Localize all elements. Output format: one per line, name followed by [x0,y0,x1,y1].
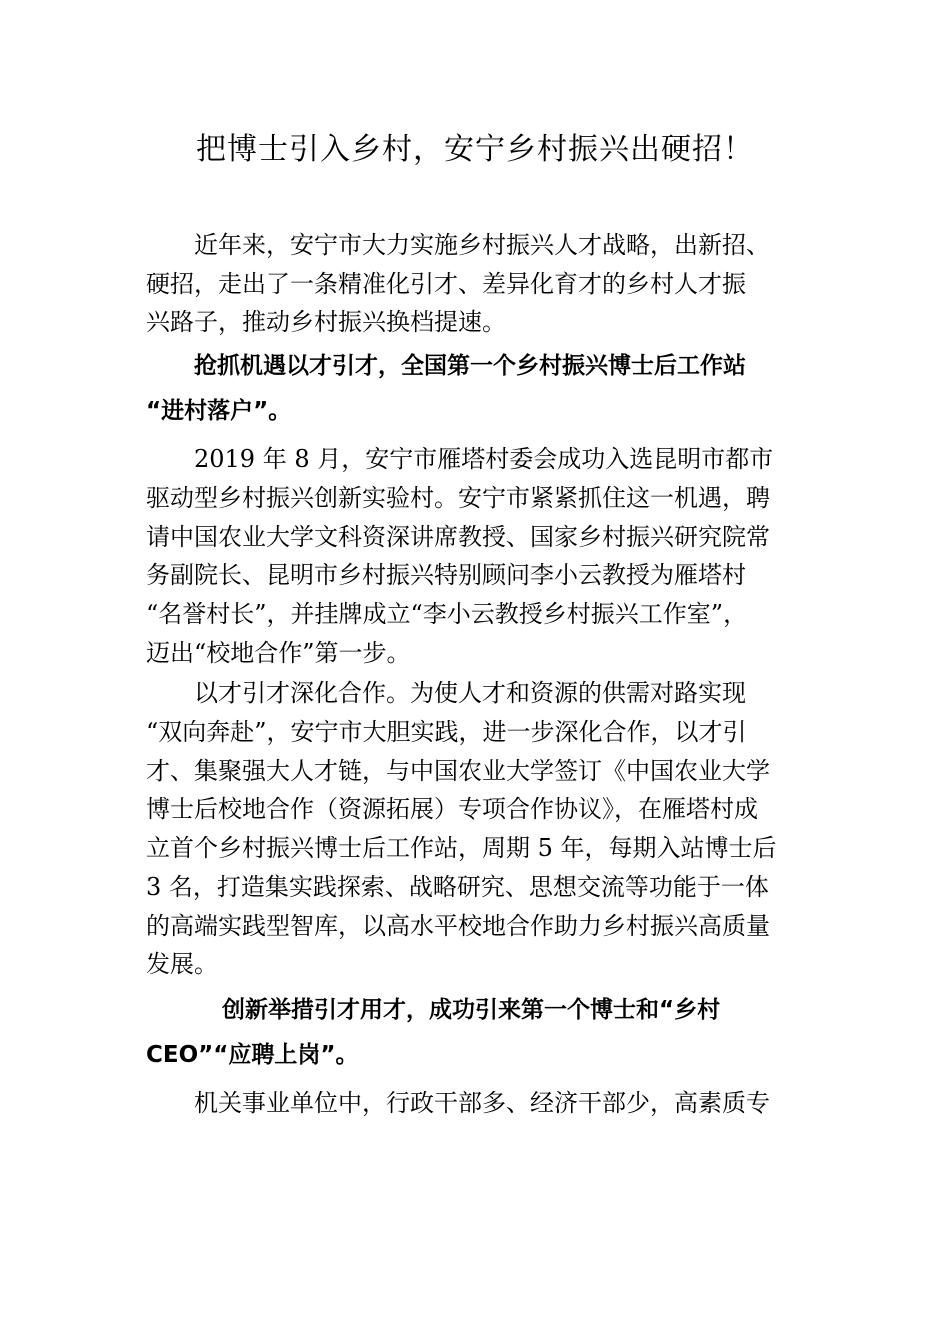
paragraph-yanta-village [146,440,810,672]
section-heading-2 [146,988,810,1078]
paragraph-line: 才、集聚强大人才链，与中国农业大学签订《中国农业大学 [146,756,770,785]
paragraph-line: “名誉村长”，并挂牌成立“李小云教授乡村振兴工作室”， [146,599,748,628]
paragraph-line: 博士后校地合作（资源拓展）专项合作协议》，在雁塔村成 [146,795,758,824]
heading-line: 创新举措引才用才，成功引来第一个博士和“乡村 [222,996,721,1023]
paragraph-line: 2019 年 8 月，安宁市雁塔村委会成功入选昆明市都市 [194,445,774,474]
section-heading-1 [146,344,810,434]
heading-line: CEO”“应聘上岗”。 [146,1041,359,1068]
paragraph-intro [146,226,810,342]
paragraph-line: 立首个乡村振兴博士后工作站，周期 5 年，每期入站博士后 [146,834,777,863]
heading-line: “进村落户”。 [146,398,292,425]
paragraph-line: 机关事业单位中，行政干部多、经济干部少，高素质专 [194,1088,770,1117]
paragraph-line: 近年来，安宁市大力实施乡村振兴人才战略，出新招、 [194,231,770,259]
document-title: 把博士引入乡村，安宁乡村振兴出硬招！ [196,132,754,167]
paragraph-cooperation [146,674,810,984]
paragraph-line: 发展。 [146,950,218,979]
paragraph-line: 驱动型乡村振兴创新实验村。安宁市紧紧抓住这一机遇，聘 [146,483,770,512]
paragraph-line: 务副院长、昆明市乡村振兴特别顾问李小云教授为雁塔村 [146,561,746,590]
paragraph-line: “双向奔赴”，安宁市大胆实践，进一步深化合作，以才引 [146,718,747,747]
document-body [146,226,810,1123]
paragraph-line: 请中国农业大学文科资深讲席教授、国家乡村振兴研究院常 [146,522,770,551]
paragraph-line: 的高端实践型智库，以高水平校地合作助力乡村振兴高质量 [146,911,770,940]
paragraph-line: 兴路子，推动乡村振兴换档提速。 [146,308,506,337]
paragraph-line: 以才引才深化合作。为使人才和资源的供需对路实现 [194,679,746,708]
paragraph-line: 硬招，走出了一条精准化引才、差异化育才的乡村人才振 [146,269,746,298]
paragraph-cadres [146,1084,810,1123]
paragraph-line: 3 名，打造集实践探索、战略研究、思想交流等功能于一体 [146,872,769,901]
heading-line: 抢抓机遇以才引才，全国第一个乡村振兴博士后工作站 [194,353,746,380]
paragraph-line: 迈出“校地合作”第一步。 [146,638,411,667]
